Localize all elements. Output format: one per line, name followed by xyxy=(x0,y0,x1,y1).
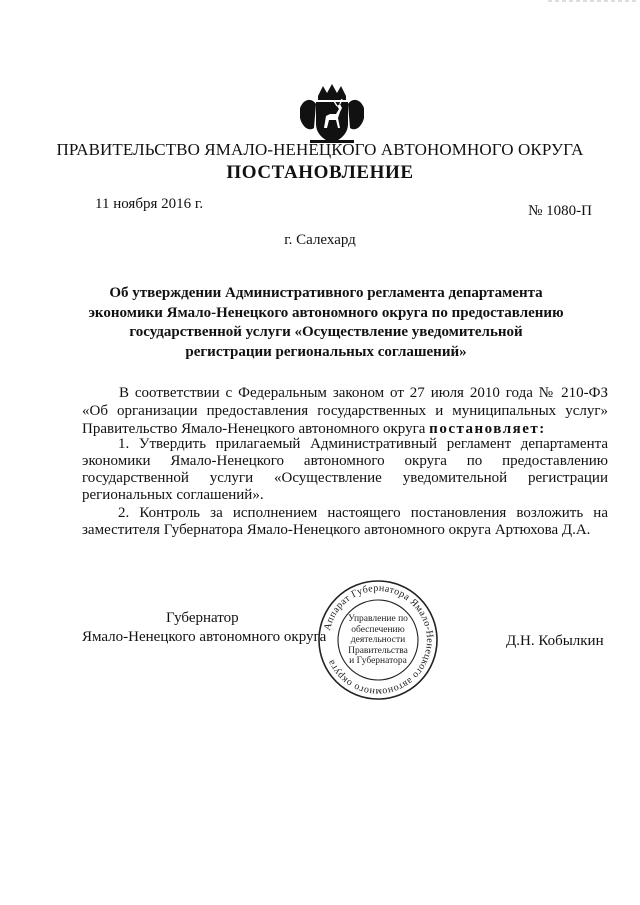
clause-2 xyxy=(82,505,608,539)
government-title: ПРАВИТЕЛЬСТВО ЯМАЛО-НЕНЕЦКОГО АВТОНОМНОГО ОКРУГА xyxy=(56,140,584,159)
stamp-line: Управление по xyxy=(348,614,408,624)
document-city: г. Салехард xyxy=(284,232,356,248)
signatory-name: Д.Н. Кобылкин xyxy=(506,633,604,649)
stamp-line: и Губернатора xyxy=(349,656,407,667)
stamp-line: Правительства xyxy=(348,645,408,656)
document-type: ПОСТАНОВЛЕНИЕ xyxy=(226,162,414,183)
preamble-line: В соответствии с Федеральным законом от 27 июля 2010 года № 210-ФЗ xyxy=(119,385,608,401)
clause-line: заместителя Губернатора Ямало-Ненецкого автономного округа Артюхова Д.А. xyxy=(82,522,591,538)
stamp-line: деятельности xyxy=(350,635,406,646)
preamble-line: «Об организации предоставления государственных и муниципальных услуг» xyxy=(82,403,608,419)
document-subject xyxy=(86,284,566,362)
clauses xyxy=(82,436,608,539)
preamble xyxy=(82,384,608,438)
coat-of-arms-icon xyxy=(296,82,368,146)
clause-1 xyxy=(82,436,608,504)
signatory-position: Губернатор xyxy=(166,610,239,626)
clause-line: региональных соглашений». xyxy=(82,487,264,503)
clause-line: 1. Утвердить прилагаемый Административный регламент департамента xyxy=(118,436,608,452)
document-date: 11 ноября 2016 г. xyxy=(95,196,204,212)
signatory-region: Ямало-Ненецкого автономного округа xyxy=(82,629,327,645)
stamp-center-text xyxy=(336,614,420,667)
preamble-text: Правительство Ямало-Ненецкого автономного округа xyxy=(82,421,430,437)
document-number: № 1080-П xyxy=(528,203,592,219)
subject-line: государственной услуги «Осуществление уведомительной xyxy=(129,324,523,340)
stamp-line: обеспечению xyxy=(351,624,405,635)
stamp-ring-text: Аппарат Губернатора Ямало-Ненецкого автономного округа xyxy=(321,582,436,698)
subject-line: экономики Ямало-Ненецкого автономного округа по предоставлению xyxy=(88,304,564,321)
subject-line: Об утверждении Административного регламента департамента xyxy=(109,285,543,301)
subject-line: регистрации региональных соглашений» xyxy=(185,343,467,360)
scan-edge-mark xyxy=(548,0,638,3)
clause-line: государственной услуги «Осуществление уведомительной регистрации xyxy=(82,470,608,486)
clause-line: экономики Ямало-Ненецкого автономного округа по предоставлению xyxy=(82,453,608,469)
resolution-keyword: постановляет: xyxy=(429,421,546,437)
clause-line: 2. Контроль за исполнением настоящего постановления возложить на xyxy=(118,505,608,521)
